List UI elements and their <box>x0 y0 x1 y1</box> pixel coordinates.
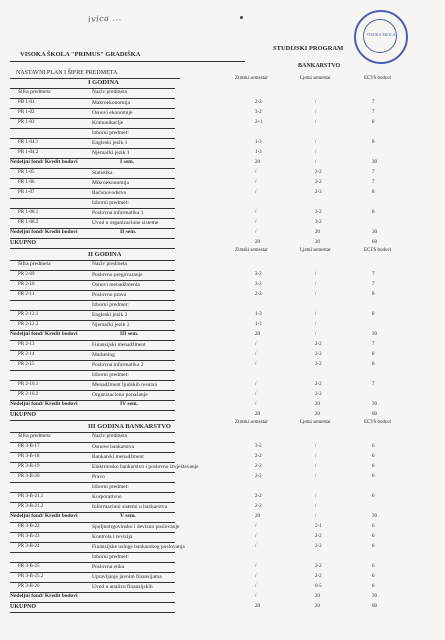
program-name: BANKARSTVO <box>298 63 341 69</box>
course-code: PR 2-13 <box>18 342 35 347</box>
subtotal-label: Nedeljni fond/ Kredit bodovi <box>10 401 78 407</box>
col-header-name: Naziv predmeta <box>92 89 127 95</box>
course-name: Poslovna informatika 2 <box>92 362 144 368</box>
summer-hours: / <box>315 292 317 297</box>
summer-hours: / <box>315 140 317 145</box>
subtotal-rule <box>10 410 175 411</box>
subtotal-label: Nedeljni fond/ Kredit bodovi <box>10 229 78 235</box>
summer-hours: / <box>315 110 317 115</box>
ects-credits: 7 <box>372 100 375 105</box>
winter-hours: 2-2 <box>255 100 262 105</box>
course-code: PR 3-B-19 <box>18 464 40 469</box>
subtotal-rule <box>10 602 175 603</box>
summer-hours: / <box>315 444 317 449</box>
subtotal-summer: / <box>315 332 317 337</box>
header-row-rule <box>10 442 175 443</box>
subtotal-summer: 20 <box>315 402 320 407</box>
summer-hours: / <box>315 312 317 317</box>
winter-hours: 3-2 <box>255 272 262 277</box>
summer-hours: / <box>315 454 317 459</box>
ects-credits: 7 <box>372 272 375 277</box>
row-rule <box>10 502 175 503</box>
course-name: Izborni predmet: <box>92 130 129 136</box>
row-rule <box>10 300 175 301</box>
year-title: II GODINA <box>88 251 122 258</box>
ects-credits: 6 <box>372 564 375 569</box>
year-title: I GODINA <box>88 79 119 86</box>
course-name: Korporativno <box>92 494 122 500</box>
plan-title: NASTAVNI PLAN I ŠIFRE PREDMETA <box>16 70 118 76</box>
winter-hours: 2-2 <box>255 504 262 509</box>
row-rule <box>10 148 175 149</box>
school-name: VISOKA ŠKOLA "PRIMUS" GRADIŠKA <box>20 51 141 58</box>
ects-credits: 8 <box>372 362 375 367</box>
col-header-ects: ECTS bodovi <box>364 420 392 425</box>
ects-credits: 8 <box>372 140 375 145</box>
summer-hours: / <box>315 272 317 277</box>
subtotal-label: Nedeljni fond/ Kredit bodovi <box>10 593 78 599</box>
ects-credits: 6 <box>372 454 375 459</box>
row-rule <box>10 552 175 553</box>
course-name: Statistika <box>92 170 113 176</box>
winter-hours: 2-2 <box>255 454 262 459</box>
course-code: PR 2-09 <box>18 272 35 277</box>
course-name: Poslovno pregovaranje <box>92 272 143 278</box>
course-code: PR 1-03 <box>18 120 35 125</box>
course-name: Osnove bankarstva <box>92 444 135 450</box>
summer-hours: 2-2 <box>315 170 322 175</box>
row-rule <box>10 370 175 371</box>
winter-hours: / <box>255 574 257 579</box>
course-code: PR 3-B-23 <box>18 534 40 539</box>
ects-credits: 6 <box>372 574 375 579</box>
col-header-code: Šifra predmeta <box>18 433 51 439</box>
course-code: PR 1-05 <box>18 170 35 175</box>
course-name: Elektronsko bankarstvo i poslovno izvještavanje <box>92 464 199 470</box>
summer-hours: 2-2 <box>315 342 322 347</box>
row-rule <box>10 452 175 453</box>
row-rule <box>10 108 175 109</box>
winter-hours: 1-3 <box>255 312 262 317</box>
subtotal-summer: / <box>315 514 317 519</box>
summer-hours: 2-2 <box>315 574 322 579</box>
study-program-label: STUDIJSKI PROGRAM <box>273 45 344 52</box>
subtotal-label: Nedeljni fond/ Kredit bodovi <box>10 331 78 337</box>
winter-hours: / <box>255 342 257 347</box>
summer-hours: / <box>315 322 317 327</box>
course-name: Njemački jezik 1 <box>92 150 130 156</box>
col-header-ljetni: Ljetni semestar <box>300 248 331 253</box>
course-code: PR 2-14 <box>18 352 35 357</box>
winter-hours: / <box>255 584 257 589</box>
subtotal-semester: V sem. <box>120 513 136 519</box>
col-header-ects: ECTS bodovi <box>364 248 392 253</box>
ects-credits: 7 <box>372 180 375 185</box>
ects-credits: 6 <box>372 524 375 529</box>
col-header-name: Naziv predmeta <box>92 261 127 267</box>
row-rule <box>10 572 175 573</box>
col-header-zimski: Zimski semestar <box>235 420 268 425</box>
header-rule <box>10 61 245 62</box>
row-rule <box>10 532 175 533</box>
subtotal-summer: 20 <box>315 594 320 599</box>
row-rule <box>10 280 175 281</box>
row-rule <box>10 128 175 129</box>
winter-hours: 2+1 <box>255 120 263 125</box>
course-name: Izborni predmet: <box>92 554 129 560</box>
course-name: Finansijski menadžment <box>92 342 146 348</box>
summer-hours: 2-2 <box>315 544 322 549</box>
header-row-rule <box>10 98 175 99</box>
course-name: Poslovna informatika 1 <box>92 210 144 216</box>
winter-hours: 3-2 <box>255 282 262 287</box>
subtotal-ects: 30 <box>372 332 377 337</box>
ects-credits: 6 <box>372 534 375 539</box>
handwritten-note: ivica ... <box>87 13 122 24</box>
summer-hours: 2-2 <box>315 382 322 387</box>
subtotal-winter: / <box>255 402 257 407</box>
ects-credits: 7 <box>372 342 375 347</box>
subtotal-label: Nedeljni fond/ Kredit bodovi <box>10 159 78 165</box>
course-name: Kontrola i revizija <box>92 534 133 540</box>
subtotal-winter: 20 <box>255 332 260 337</box>
col-header-zimski: Zimski semestar <box>235 248 268 253</box>
row-rule <box>10 380 175 381</box>
subtotal-ects: 30 <box>372 594 377 599</box>
summer-hours: 3-2 <box>315 220 322 225</box>
row-rule <box>10 350 175 351</box>
winter-hours: / <box>255 564 257 569</box>
course-code: PR 3-B-21.1 <box>18 494 44 499</box>
winter-hours: / <box>255 352 257 357</box>
course-code: PR 2-16.2 <box>18 392 39 397</box>
col-header-ects: ECTS bodovi <box>364 76 392 81</box>
total-summer: 20 <box>315 604 320 609</box>
subtotal-rule <box>10 340 175 341</box>
total-summer: 20 <box>315 412 320 417</box>
official-stamp <box>354 10 408 64</box>
course-code: PR 2-15 <box>18 362 35 367</box>
row-rule <box>10 390 175 391</box>
course-name: Računovodstvo <box>92 190 127 196</box>
winter-hours: 2-2 <box>255 474 262 479</box>
course-name: Engleski jezik 2 <box>92 312 128 318</box>
summer-hours: 2-2 <box>315 564 322 569</box>
row-rule <box>10 188 175 189</box>
course-code: PR 1-08.1 <box>18 210 39 215</box>
row-rule <box>10 290 175 291</box>
col-header-code: Šifra predmeta <box>18 89 51 95</box>
winter-hours: 1-3 <box>255 150 262 155</box>
course-code: PR 2-12.1 <box>18 312 39 317</box>
course-name: Spoljnotrgovinsko i devizno poslovanje <box>92 524 180 530</box>
winter-hours: / <box>255 524 257 529</box>
subtotal-winter: 20 <box>255 514 260 519</box>
row-rule <box>10 492 175 493</box>
summer-hours: 2-2 <box>315 180 322 185</box>
subtotal-semester: III sem. <box>120 331 139 337</box>
row-rule <box>10 482 175 483</box>
row-rule <box>10 562 175 563</box>
course-code: PR 3-B-22 <box>18 524 40 529</box>
subtotal-label: Nedeljni fond/ Kredit bodovi <box>10 513 78 519</box>
winter-hours: 1-3 <box>255 322 262 327</box>
header-row-rule <box>10 270 175 271</box>
summer-hours: / <box>315 464 317 469</box>
ects-credits: 6 <box>372 444 375 449</box>
course-code: PR 1-08.2 <box>18 220 39 225</box>
summer-hours: 2-2 <box>315 392 322 397</box>
course-code: PR 3-B-25.2 <box>18 574 44 579</box>
course-name: Upravljanje javnim finansijama <box>92 574 162 580</box>
course-code: PR 1-07 <box>18 190 35 195</box>
total-rule <box>10 420 175 421</box>
row-rule <box>10 118 175 119</box>
row-rule <box>10 178 175 179</box>
course-code: PR 2-16.1 <box>18 382 39 387</box>
summer-hours: 3-2 <box>315 210 322 215</box>
course-code: PR 2-12.2 <box>18 322 39 327</box>
total-label: UKUPNO <box>10 412 36 418</box>
subtotal-semester: I sem. <box>120 159 135 165</box>
course-name: Pravo <box>92 474 105 480</box>
ects-credits: 6 <box>372 544 375 549</box>
col-header-ljetni: Ljetni semestar <box>300 76 331 81</box>
course-name: Komunikacije <box>92 120 124 126</box>
course-code: PR 1-02 <box>18 110 35 115</box>
total-ects: 60 <box>372 604 377 609</box>
summer-hours: / <box>315 282 317 287</box>
subtotal-winter: / <box>255 594 257 599</box>
course-code: PR 3-B-25 <box>18 564 40 569</box>
winter-hours: / <box>255 220 257 225</box>
course-name: Uvod u analizu finansijskih <box>92 584 153 590</box>
total-winter: 20 <box>255 604 260 609</box>
winter-hours: 1-3 <box>255 140 262 145</box>
course-name: Izborni predmet: <box>92 302 129 308</box>
ects-credits: 7 <box>372 170 375 175</box>
summer-hours: 2-2 <box>315 352 322 357</box>
ects-credits: 8 <box>372 312 375 317</box>
total-label: UKUPNO <box>10 240 36 246</box>
row-rule <box>10 138 175 139</box>
ects-credits: 8 <box>372 292 375 297</box>
course-name: Marketing <box>92 352 115 358</box>
course-name: Izborni predmet: <box>92 372 129 378</box>
winter-hours: / <box>255 382 257 387</box>
subtotal-ects: 30 <box>372 160 377 165</box>
course-name: Poslovno pravo <box>92 292 127 298</box>
winter-hours: / <box>255 180 257 185</box>
course-code: PB 1-01 <box>18 100 35 105</box>
winter-hours: / <box>255 544 257 549</box>
winter-hours: / <box>255 362 257 367</box>
course-code: PR 2-11 <box>18 292 35 297</box>
course-name: Osnovi menadžmenta <box>92 282 140 288</box>
course-name: Uvod u organizacione sisteme <box>92 220 159 226</box>
course-code: PR 3-B-21.2 <box>18 504 44 509</box>
summer-hours: 2-1 <box>315 524 322 529</box>
summer-hours: / <box>315 494 317 499</box>
ects-credits: 8 <box>372 120 375 125</box>
year-title: III GODINA BANKARSTVO <box>88 423 171 430</box>
subtotal-summer: 20 <box>315 230 320 235</box>
course-name: Izborni predmet: <box>92 200 129 206</box>
subtotal-winter: 20 <box>255 160 260 165</box>
course-name: Finansijske usluge bankarskog poslovanja <box>92 544 185 550</box>
row-rule <box>10 310 175 311</box>
col-header-name: Naziv predmeta <box>92 433 127 439</box>
winter-hours: 3-2 <box>255 110 262 115</box>
total-rule <box>10 612 175 613</box>
winter-hours: 3-2 <box>255 444 262 449</box>
subtotal-semester: II sem. <box>120 229 137 235</box>
ects-credits: 6 <box>372 474 375 479</box>
summer-hours: 2-2 <box>315 534 322 539</box>
row-rule <box>10 320 175 321</box>
course-name: Izborni predmet: <box>92 484 129 490</box>
subtotal-rule <box>10 522 175 523</box>
ects-credits: 6 <box>372 494 375 499</box>
ects-credits: 6 <box>372 464 375 469</box>
course-name: Makroekonomija <box>92 100 130 106</box>
stamp-text: VISOKA ŠKOLA <box>366 32 396 37</box>
summer-hours: / <box>315 504 317 509</box>
ects-credits: 7 <box>372 110 375 115</box>
course-code: PR 1-04.1 <box>18 140 39 145</box>
winter-hours: / <box>255 534 257 539</box>
summer-hours: / <box>315 100 317 105</box>
row-rule <box>10 462 175 463</box>
ink-dot <box>240 16 243 19</box>
summer-hours: 3-2 <box>315 362 322 367</box>
winter-hours: 2-2 <box>255 494 262 499</box>
course-name: Organizaciono ponašanje <box>92 392 148 398</box>
ects-credits: 8 <box>372 190 375 195</box>
winter-hours: / <box>255 210 257 215</box>
row-rule <box>10 208 175 209</box>
subtotal-ects: 30 <box>372 230 377 235</box>
subtotal-summer: / <box>315 160 317 165</box>
col-header-code: Šifra predmeta <box>18 261 51 267</box>
subtotal-winter: / <box>255 230 257 235</box>
course-code: PR 3-B-17 <box>18 444 40 449</box>
summer-hours: / <box>315 474 317 479</box>
subtotal-ects: 30 <box>372 402 377 407</box>
course-code: PR 3-B-20 <box>18 474 40 479</box>
course-code: PR 3-B-18 <box>18 454 40 459</box>
summer-hours: 2-3 <box>315 190 322 195</box>
course-code: PR 3-B-24 <box>18 544 40 549</box>
course-code: PR 1-04.2 <box>18 150 39 155</box>
total-winter: 20 <box>255 240 260 245</box>
winter-hours: 2-2 <box>255 292 262 297</box>
total-summer: 20 <box>315 240 320 245</box>
course-name: Njemački jezik 2 <box>92 322 130 328</box>
col-header-ljetni: Ljetni semestar <box>300 420 331 425</box>
row-rule <box>10 198 175 199</box>
row-rule <box>10 218 175 219</box>
ects-credits: 8 <box>372 352 375 357</box>
winter-hours: / <box>255 170 257 175</box>
course-name: Poslovna etika <box>92 564 125 570</box>
ects-credits: 7 <box>372 382 375 387</box>
winter-hours: / <box>255 392 257 397</box>
subtotal-semester: IV sem. <box>120 401 138 407</box>
subtotal-rule <box>10 168 175 169</box>
row-rule <box>10 582 175 583</box>
total-label: UKUPNO <box>10 604 36 610</box>
row-rule <box>10 360 175 361</box>
course-name: Menadžment ljudskih resursa <box>92 382 157 388</box>
total-ects: 60 <box>372 240 377 245</box>
course-code: PR 1-06 <box>18 180 35 185</box>
total-ects: 60 <box>372 412 377 417</box>
course-code: PR 3-B-26 <box>18 584 40 589</box>
ects-credits: 8 <box>372 210 375 215</box>
ects-credits: 7 <box>372 282 375 287</box>
summer-hours: / <box>315 120 317 125</box>
course-name: Mikroekonomija <box>92 180 129 186</box>
winter-hours: / <box>255 190 257 195</box>
summer-hours: / <box>315 150 317 155</box>
row-rule <box>10 472 175 473</box>
subtotal-rule <box>10 238 175 239</box>
row-rule <box>10 542 175 543</box>
ects-credits: 6 <box>372 584 375 589</box>
total-winter: 20 <box>255 412 260 417</box>
subtotal-ects: 30 <box>372 514 377 519</box>
course-code: PR 2-10 <box>18 282 35 287</box>
summer-hours: 0-5 <box>315 584 322 589</box>
course-name: Informacioni sistemi u bankarstvu <box>92 504 168 510</box>
course-name: Engleski jezik 1 <box>92 140 128 146</box>
course-name: Osnovi ekonomije <box>92 110 133 116</box>
course-name: Bankarski menadžment <box>92 454 144 460</box>
total-rule <box>10 248 175 249</box>
col-header-zimski: Zimski semestar <box>235 76 268 81</box>
winter-hours: 2-2 <box>255 464 262 469</box>
